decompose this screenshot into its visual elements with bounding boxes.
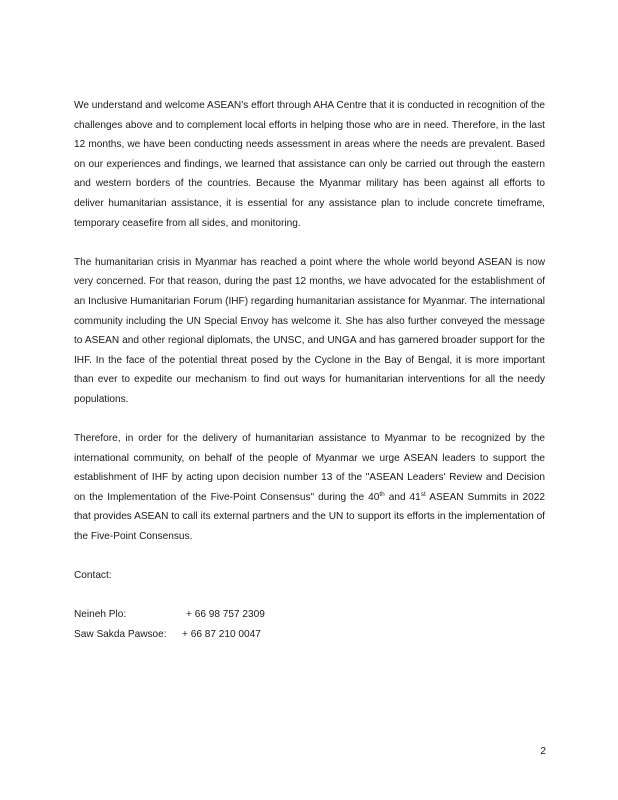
paragraph-ihf-text-2: and 41: [384, 491, 421, 503]
contact-phone: + 66 87 210 0047: [182, 629, 261, 641]
superscript-st: st: [420, 490, 426, 498]
contact-entry: [74, 625, 545, 645]
paragraph-ihf-request: [74, 429, 545, 547]
contact-name: Neineh Plo:: [74, 609, 127, 621]
paragraph-aha-centre: We understand and welcome ASEAN’s effort through AHA Centre that it is conducted in recognition of the challenges above and to complement local efforts in helping those who are in need. Therefore, in the last 12 months, we have been conducting needs assessment in areas where the needs are prevalent. Based on our experiences and findings, we learned that assistance can only be carried out through the eastern and western borders of the countries. Because the Myanmar military has been against all efforts to deliver humanitarian assistance, it is essential for any assistance plan to include concrete timeframe, temporary ceasefire from all sides, and monitoring.: [74, 100, 545, 229]
paragraph-ihf-text-1: Therefore, in order for the delivery of humanitarian assistance to Myanmar to be recognized by the international community, on behalf of the people of Myanmar we urge ASEAN leaders to support the establishment of IHF by acting upon decision number 13 of the "ASEAN Leaders' Review and Decision on the Implementation of the Five-Point Consensus" during the 40: [74, 433, 545, 503]
document-body: [74, 96, 545, 645]
paragraph-humanitarian-crisis: The humanitarian crisis in Myanmar has reached a point where the whole world beyond ASEAN is now very concerned. For that reason, during the past 12 months, we have advocated for the establishment of an Inclusive Humanitarian Forum (IHF) regarding humanitarian assistance for Myanmar. The international community including the UN Special Envoy has welcome it. She has also further conveyed the message to ASEAN and other regional diplomats, the UNSC, and UNGA and has garnered broader support for the IHF. In the face of the potential threat posed by the Cyclone in the Bay of Bengal, it is more important than ever to expedite our mechanism to find out ways for humanitarian interventions for all the needy populations.: [74, 256, 545, 405]
superscript-th: th: [379, 490, 385, 498]
contact-entry: [74, 605, 545, 625]
contact-name: Saw Sakda Pawsoe:: [74, 629, 167, 641]
paragraph-ihf-text-3: ASEAN Summits in 2022 that provides ASEAN to call its external partners and the UN to support its efforts in the implementation of the Five-Point Consensus.: [74, 491, 545, 543]
page-number: 2: [540, 746, 546, 757]
contact-label: Contact:: [74, 570, 112, 582]
contact-phone: + 66 98 757 2309: [186, 609, 265, 621]
